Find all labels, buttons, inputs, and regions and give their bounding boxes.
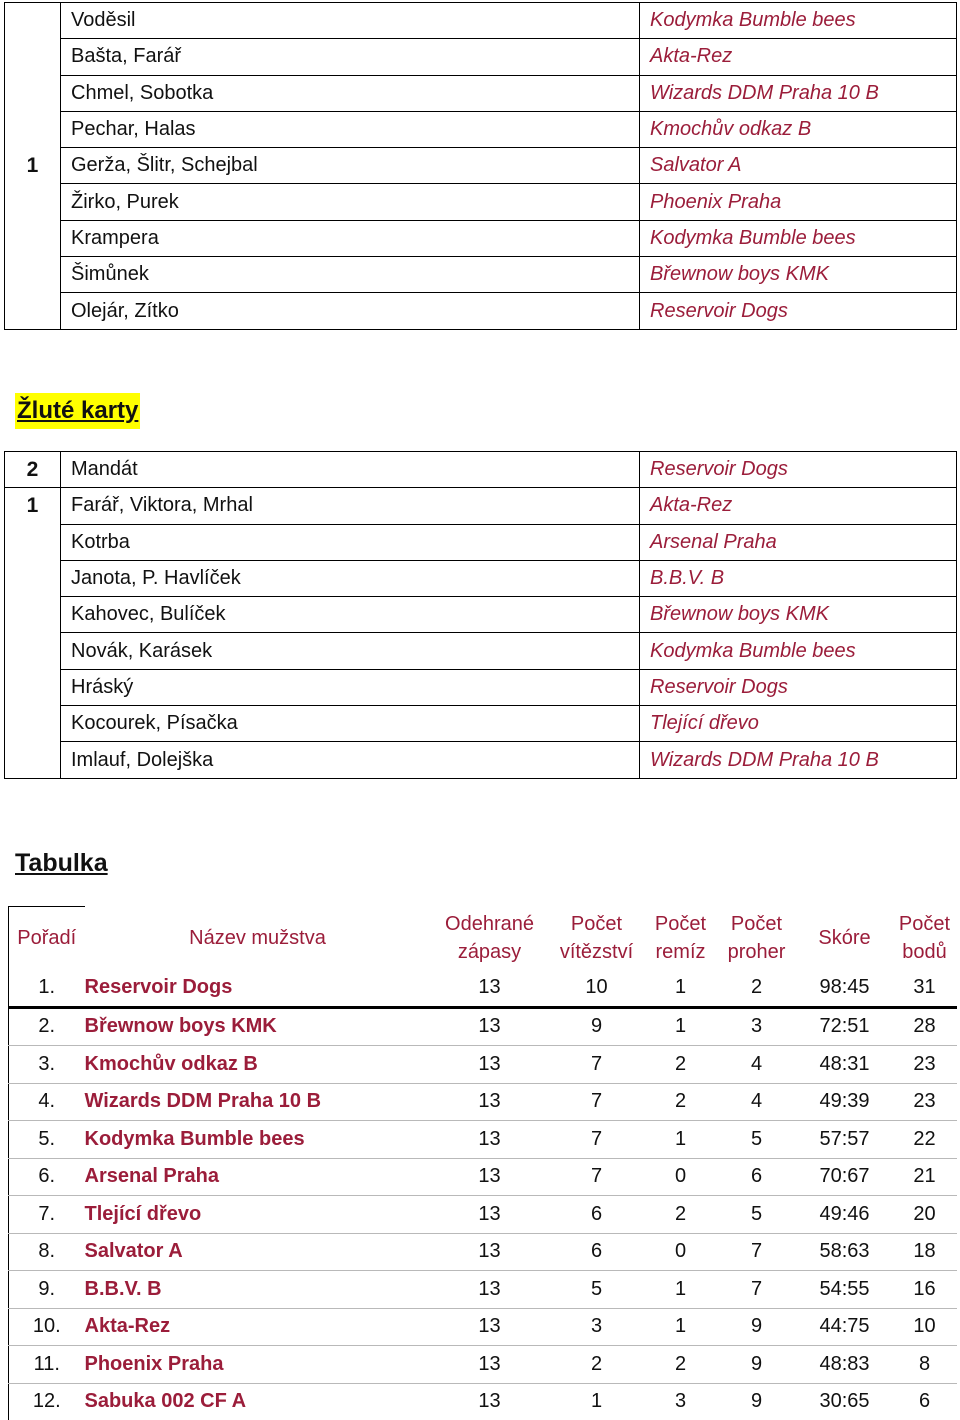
player-names: Bašta, Farář [61,39,640,75]
played-cell: 13 [431,1121,549,1159]
scorer-row [5,220,957,256]
scorer-row [5,293,957,329]
score-cell: 58:63 [797,1233,893,1271]
player-names: Imlauf, Dolejška [61,742,640,778]
scorer-row [5,184,957,220]
score-cell: 48:83 [797,1346,893,1384]
team-name: Kodymka Bumble bees [640,3,957,39]
col-score: Skóre [818,926,871,949]
team-name: Tlející dřevo [640,706,957,742]
played-cell: 13 [431,1158,549,1196]
score-cell: 98:45 [797,969,893,1007]
draws-cell: 1 [645,1271,717,1309]
player-names: Kotrba [61,524,640,560]
team-name: Phoenix Praha [640,184,957,220]
team-name: Reservoir Dogs [640,669,957,705]
team-name: Arsenal Praha [640,524,957,560]
losses-cell: 4 [717,1083,797,1121]
team-name: Kmochův odkaz B [640,111,957,147]
rank-cell: 1. [9,969,85,1007]
table-row [9,1271,957,1309]
scorers-table [4,2,957,330]
team-name: Akta-Rez [640,488,957,524]
team-name: Břewnow boys KMK [640,257,957,293]
score-cell: 70:67 [797,1158,893,1196]
losses-cell: 9 [750,1390,763,1413]
draws-cell: 1 [645,969,717,1007]
yellow-card-row [5,633,957,669]
yellow-card-row [5,560,957,596]
rank-cell: 9. [9,1271,85,1309]
points-cell: 10 [893,1308,957,1346]
yellow-card-row [5,669,957,705]
score-cell: 30:65 [819,1390,870,1413]
score-cell: 72:51 [797,1007,893,1046]
losses-cell: 5 [717,1121,797,1159]
draws-cell: 2 [645,1346,717,1384]
score-cell: 54:55 [797,1271,893,1309]
card-count: 1 [5,488,61,778]
team-cell: Phoenix Praha [85,1346,431,1384]
table-row [9,1046,957,1084]
losses-cell: 2 [717,969,797,1007]
player-names: Pechar, Halas [61,111,640,147]
standings-header-row [9,907,957,970]
table-row [9,1196,957,1234]
team-cell: Reservoir Dogs [85,969,431,1007]
player-names: Voděsil [61,3,640,39]
draws-cell: 3 [674,1390,687,1413]
team-name: Wizards DDM Praha 10 B [640,742,957,778]
wins-cell: 3 [549,1308,645,1346]
card-count: 2 [5,452,61,488]
yellow-card-row [5,742,957,778]
draws-cell: 1 [645,1007,717,1046]
points-cell: 23 [893,1083,957,1121]
col-draws: Počet remíz [654,912,707,963]
table-row [9,1158,957,1196]
yellow-card-row [5,524,957,560]
team-cell: Kodymka Bumble bees [85,1121,431,1159]
score-cell: 44:75 [797,1308,893,1346]
rank-cell: 10. [9,1308,85,1346]
yellow-card-row [5,452,957,488]
rank-cell: 3. [9,1046,85,1084]
team-name: Salvator A [640,148,957,184]
col-played: Odehrané zápasy [445,912,534,963]
losses-cell: 6 [717,1158,797,1196]
wins-cell: 9 [549,1007,645,1046]
rank-cell: 8. [9,1233,85,1271]
losses-cell: 3 [717,1007,797,1046]
team-name: Akta-Rez [640,39,957,75]
team-cell: Kmochův odkaz B [85,1046,431,1084]
rank-cell: 6. [9,1158,85,1196]
wins-cell: 5 [549,1271,645,1309]
team-name: Reservoir Dogs [640,452,957,488]
team-name: Břewnow boys KMK [640,597,957,633]
table-row [9,1233,957,1271]
col-rank: Pořadí [9,907,85,970]
standings-table [8,906,957,1420]
yellow-card-row [5,597,957,633]
draws-cell: 1 [645,1121,717,1159]
yellow-cards-table [4,451,957,779]
player-names: Kahovec, Bulíček [61,597,640,633]
wins-cell: 7 [549,1158,645,1196]
scorer-row [5,39,957,75]
points-cell: 6 [918,1390,931,1413]
losses-cell: 7 [717,1233,797,1271]
player-names: Mandát [61,452,640,488]
goal-count: 1 [5,3,61,330]
points-cell: 20 [893,1196,957,1234]
table-row [9,969,957,1007]
yellow-cards-heading: Žluté karty [15,393,140,429]
player-names: Šimůnek [61,257,640,293]
rank-cell: 5. [9,1121,85,1159]
draws-cell: 2 [645,1046,717,1084]
table-row [9,1083,957,1121]
table-row [9,1308,957,1346]
team-name: Kodymka Bumble bees [640,220,957,256]
team-name: B.B.V. B [640,560,957,596]
scorer-row [5,257,957,293]
played-cell: 13 [431,969,549,1007]
wins-cell: 6 [549,1233,645,1271]
draws-cell: 0 [645,1233,717,1271]
team-name: Reservoir Dogs [640,293,957,329]
rank-cell: 11. [9,1346,85,1384]
points-cell: 31 [893,969,957,1007]
wins-cell: 1 [590,1390,603,1413]
points-cell: 28 [893,1007,957,1046]
yellow-card-row [5,488,957,524]
team-cell: Wizards DDM Praha 10 B [85,1083,431,1121]
score-cell: 49:39 [797,1083,893,1121]
team-cell: Salvator A [85,1233,431,1271]
wins-cell: 2 [549,1346,645,1384]
wins-cell: 6 [549,1196,645,1234]
table-row [9,1007,957,1046]
points-cell: 22 [893,1121,957,1159]
draws-cell: 2 [645,1196,717,1234]
team-name: Kodymka Bumble bees [640,633,957,669]
team-cell: Akta-Rez [85,1308,431,1346]
losses-cell: 7 [717,1271,797,1309]
team-cell: Sabuka 002 CF A [84,1390,247,1413]
team-name: Wizards DDM Praha 10 B [640,75,957,111]
standings-heading: Tabulka [15,849,108,877]
table-row [9,1383,957,1420]
col-points: Počet bodů [898,912,951,963]
draws-cell: 0 [645,1158,717,1196]
rank-cell: 12. [9,1383,85,1420]
player-names: Žirko, Purek [61,184,640,220]
col-team: Název mužstva [189,926,326,949]
points-cell: 16 [893,1271,957,1309]
draws-cell: 1 [645,1308,717,1346]
player-names: Kocourek, Písačka [61,706,640,742]
points-cell: 21 [893,1158,957,1196]
player-names: Novák, Karásek [61,633,640,669]
wins-cell: 7 [549,1046,645,1084]
points-cell: 8 [893,1346,957,1384]
scorer-row [5,75,957,111]
scorer-row [5,148,957,184]
score-cell: 48:31 [797,1046,893,1084]
points-cell: 23 [893,1046,957,1084]
team-cell: B.B.V. B [85,1271,431,1309]
played-cell: 13 [431,1308,549,1346]
player-names: Hráský [61,669,640,705]
scorer-row [5,111,957,147]
player-names: Olejár, Zítko [61,293,640,329]
wins-cell: 7 [549,1083,645,1121]
team-cell: Arsenal Praha [85,1158,431,1196]
scorer-row [5,3,957,39]
col-losses: Počet proher [727,912,786,963]
team-cell: Břewnow boys KMK [85,1007,431,1046]
losses-cell: 9 [717,1346,797,1384]
played-cell: 13 [431,1271,549,1309]
player-names: Chmel, Sobotka [61,75,640,111]
score-cell: 57:57 [797,1121,893,1159]
yellow-card-row [5,706,957,742]
col-wins: Počet vítězství [559,912,634,963]
player-names: Janota, P. Havlíček [61,560,640,596]
rank-cell: 2. [9,1007,85,1046]
played-cell: 13 [431,1007,549,1046]
table-row [9,1121,957,1159]
played-cell: 13 [431,1346,549,1384]
draws-cell: 2 [645,1083,717,1121]
played-cell: 13 [478,1390,501,1413]
points-cell: 18 [893,1233,957,1271]
losses-cell: 9 [717,1308,797,1346]
wins-cell: 10 [549,969,645,1007]
wins-cell: 7 [549,1121,645,1159]
played-cell: 13 [431,1196,549,1234]
played-cell: 13 [431,1046,549,1084]
player-names: Gerža, Šlitr, Schejbal [61,148,640,184]
rank-cell: 4. [9,1083,85,1121]
player-names: Farář, Viktora, Mrhal [61,488,640,524]
played-cell: 13 [431,1233,549,1271]
played-cell: 13 [431,1083,549,1121]
team-cell: Tlející dřevo [85,1196,431,1234]
losses-cell: 5 [717,1196,797,1234]
player-names: Krampera [61,220,640,256]
table-row [9,1346,957,1384]
rank-cell: 7. [9,1196,85,1234]
losses-cell: 4 [717,1046,797,1084]
score-cell: 49:46 [797,1196,893,1234]
